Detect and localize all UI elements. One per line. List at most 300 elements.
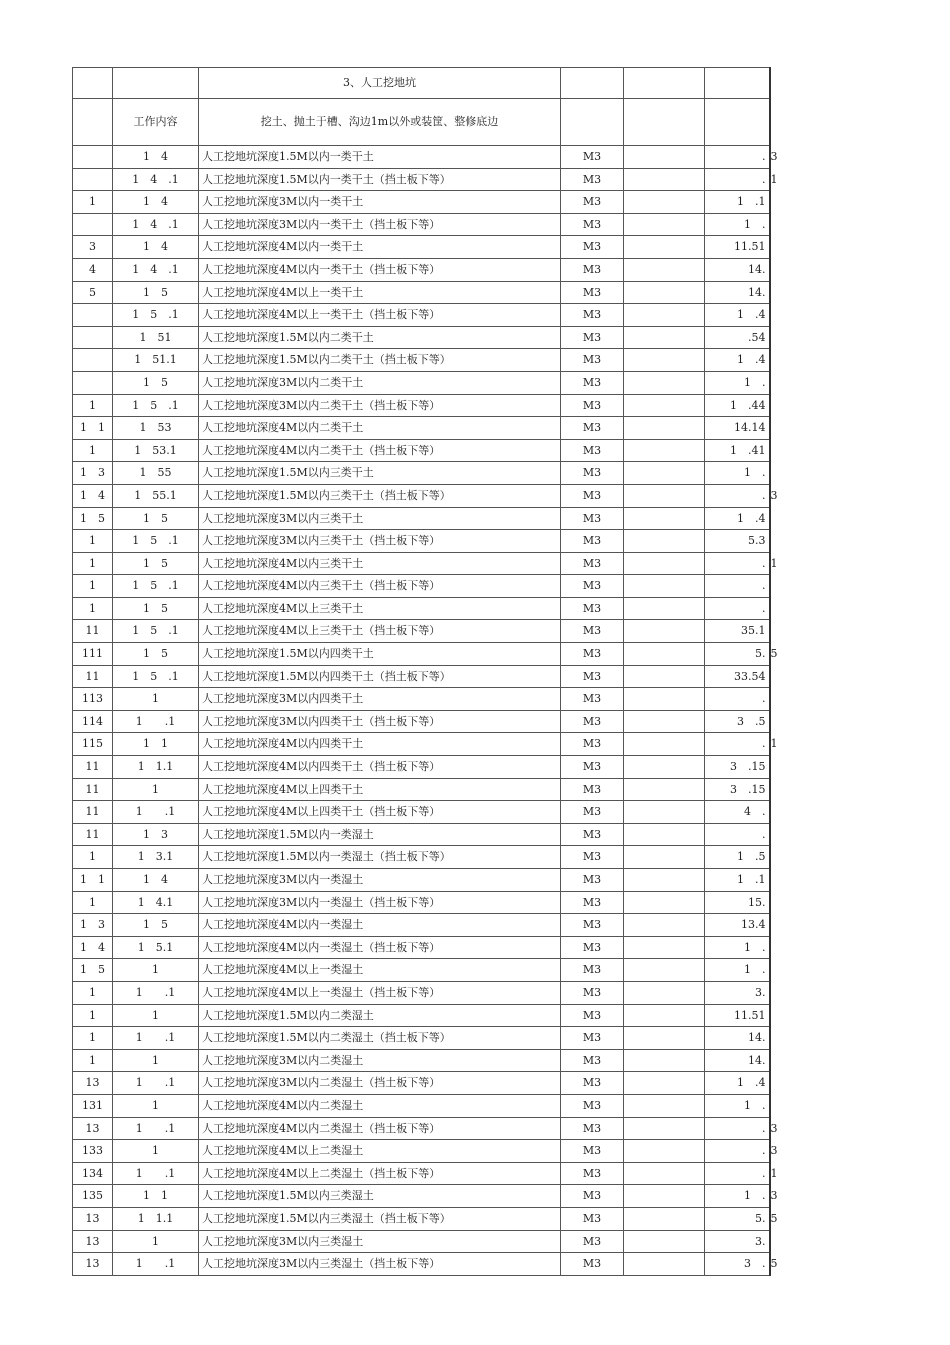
- unit-cell: M3: [561, 1072, 624, 1095]
- code-cell: 1 5 .1: [113, 394, 199, 417]
- row-index-cell: [73, 349, 113, 372]
- row-index-cell: [73, 168, 113, 191]
- table-row: [73, 710, 770, 733]
- quantity-value: .: [762, 1144, 766, 1158]
- row-index-cell: 1: [73, 846, 113, 869]
- description-cell: 人工挖地坑深度3M以内二类干土（挡土板下等）: [199, 394, 561, 417]
- unit-cell: M3: [561, 869, 624, 892]
- quantity-value: 1 .: [744, 940, 766, 954]
- quantity-value: 11.51: [734, 240, 766, 254]
- description-cell: 人工挖地坑深度4M以内四类干土（挡土板下等）: [199, 756, 561, 779]
- quantity-cell: [705, 1140, 778, 1163]
- header-blank: [113, 68, 199, 99]
- unit-cell: M3: [561, 1049, 624, 1072]
- code-cell: 1 4: [113, 869, 199, 892]
- table-row: [73, 914, 770, 937]
- row-index-cell: 1: [73, 552, 113, 575]
- blank-cell: [624, 914, 705, 937]
- quantity-cell: [705, 710, 770, 733]
- table-row: [73, 778, 770, 801]
- quantity-cell: [705, 1230, 770, 1253]
- quantity-cell: [705, 1207, 778, 1230]
- quantity-cell: [705, 1027, 770, 1050]
- header-blank: [561, 68, 624, 99]
- quantity-value: .: [762, 1121, 766, 1135]
- description-cell: 人工挖地坑深度1.5M以内三类湿土（挡土板下等）: [199, 1207, 561, 1230]
- quantity-cell: [705, 756, 770, 779]
- code-cell: 1 55: [113, 462, 199, 485]
- description-cell: 人工挖地坑深度4M以上二类湿土（挡土板下等）: [199, 1162, 561, 1185]
- code-cell: 1: [113, 1140, 199, 1163]
- quantity-value: 14.: [748, 1031, 766, 1045]
- code-cell: 1: [113, 1004, 199, 1027]
- quota-table: [72, 67, 778, 1276]
- description-cell: 人工挖地坑深度4M以上四类干土: [199, 778, 561, 801]
- quantity-cell: [705, 801, 770, 824]
- description-cell: 人工挖地坑深度1.5M以内二类湿土: [199, 1004, 561, 1027]
- description-cell: 人工挖地坑深度3M以内一类湿土: [199, 869, 561, 892]
- description-cell: 人工挖地坑深度4M以内二类湿土: [199, 1094, 561, 1117]
- unit-cell: M3: [561, 643, 624, 666]
- blank-cell: [624, 1140, 705, 1163]
- quantity-overflow: 1: [770, 172, 778, 186]
- quantity-overflow: 5: [770, 647, 778, 661]
- code-cell: 1 4: [113, 236, 199, 259]
- quantity-cell: [705, 891, 770, 914]
- row-index-cell: 1 5: [73, 507, 113, 530]
- table-row: [73, 530, 770, 553]
- quantity-value: 1 .1: [737, 195, 766, 209]
- blank-cell: [624, 1253, 705, 1276]
- code-cell: 1: [113, 959, 199, 982]
- code-cell: 1 1: [113, 733, 199, 756]
- code-cell: 1 4.1: [113, 891, 199, 914]
- code-cell: 1 53: [113, 417, 199, 440]
- unit-cell: M3: [561, 326, 624, 349]
- description-cell: 人工挖地坑深度4M以上二类湿土: [199, 1140, 561, 1163]
- row-index-cell: 11: [73, 620, 113, 643]
- description-cell: 人工挖地坑深度3M以内二类湿土: [199, 1049, 561, 1072]
- row-index-cell: 1: [73, 891, 113, 914]
- blank-cell: [624, 484, 705, 507]
- quantity-value: .: [762, 601, 766, 615]
- table-row: [73, 665, 770, 688]
- quantity-value: 1 .41: [730, 443, 766, 457]
- description-cell: 人工挖地坑深度3M以内三类干土（挡土板下等）: [199, 530, 561, 553]
- unit-cell: M3: [561, 258, 624, 281]
- code-cell: 1 51: [113, 326, 199, 349]
- quantity-value: .: [762, 692, 766, 706]
- quantity-cell: [705, 304, 770, 327]
- quantity-cell: [705, 349, 770, 372]
- row-index-cell: 1 1: [73, 869, 113, 892]
- description-cell: 人工挖地坑深度4M以内一类湿土（挡土板下等）: [199, 936, 561, 959]
- quantity-cell: [705, 1004, 770, 1027]
- quantity-cell: [705, 258, 770, 281]
- section-title: 3、人工挖地坑: [199, 68, 561, 99]
- unit-cell: M3: [561, 462, 624, 485]
- description-cell: 人工挖地坑深度4M以内二类干土: [199, 417, 561, 440]
- code-cell: 1 4: [113, 146, 199, 169]
- unit-cell: M3: [561, 801, 624, 824]
- code-cell: 1: [113, 1094, 199, 1117]
- row-index-cell: 1: [73, 1027, 113, 1050]
- quantity-overflow: 5: [770, 1257, 778, 1271]
- code-cell: 1 5 .1: [113, 304, 199, 327]
- quantity-value: 1 .: [744, 1189, 766, 1203]
- header-blank: [624, 99, 705, 146]
- unit-cell: M3: [561, 1094, 624, 1117]
- quantity-cell: [705, 1253, 778, 1276]
- unit-cell: M3: [561, 1162, 624, 1185]
- quantity-value: 5.: [755, 1211, 766, 1225]
- code-cell: 1 5: [113, 597, 199, 620]
- blank-cell: [624, 146, 705, 169]
- blank-cell: [624, 665, 705, 688]
- description-cell: 人工挖地坑深度3M以内四类干土（挡土板下等）: [199, 710, 561, 733]
- blank-cell: [624, 959, 705, 982]
- unit-cell: M3: [561, 484, 624, 507]
- description-cell: 人工挖地坑深度1.5M以内四类干土（挡土板下等）: [199, 665, 561, 688]
- quantity-value: 1 .5: [737, 850, 766, 864]
- description-cell: 人工挖地坑深度1.5M以内一类干土: [199, 146, 561, 169]
- description-cell: 人工挖地坑深度4M以内二类干土（挡土板下等）: [199, 439, 561, 462]
- table-row: [73, 191, 770, 214]
- quantity-cell: [705, 326, 770, 349]
- blank-cell: [624, 530, 705, 553]
- row-index-cell: 1: [73, 575, 113, 598]
- blank-cell: [624, 1027, 705, 1050]
- quantity-value: 4 .: [744, 805, 766, 819]
- code-cell: 1 .1: [113, 1027, 199, 1050]
- row-index-cell: 114: [73, 710, 113, 733]
- quantity-cell: [705, 981, 770, 1004]
- quantity-value: 1 .: [744, 466, 766, 480]
- quantity-cell: [705, 620, 770, 643]
- quantity-value: 1 .4: [737, 1076, 766, 1090]
- code-cell: 1 .1: [113, 801, 199, 824]
- row-index-cell: 3: [73, 236, 113, 259]
- quantity-value: 14.14: [734, 421, 766, 435]
- quantity-value: 15.: [748, 895, 766, 909]
- blank-cell: [624, 801, 705, 824]
- header-blank: [73, 99, 113, 146]
- description-cell: 人工挖地坑深度4M以内一类干土（挡土板下等）: [199, 258, 561, 281]
- description-cell: 人工挖地坑深度3M以内三类湿土: [199, 1230, 561, 1253]
- quantity-value: .: [762, 737, 766, 751]
- code-cell: 1 5: [113, 643, 199, 666]
- quantity-overflow: 3: [770, 1121, 778, 1135]
- table-row: [73, 552, 770, 575]
- blank-cell: [624, 1117, 705, 1140]
- row-index-cell: 133: [73, 1140, 113, 1163]
- row-index-cell: 13: [73, 1230, 113, 1253]
- table-row: [73, 1207, 770, 1230]
- description-cell: 人工挖地坑深度3M以内四类干土: [199, 688, 561, 711]
- code-cell: 1 1.1: [113, 1207, 199, 1230]
- table-row: [73, 688, 770, 711]
- code-cell: 1 4: [113, 191, 199, 214]
- code-cell: 1 55.1: [113, 484, 199, 507]
- unit-cell: M3: [561, 733, 624, 756]
- quantity-cell: [705, 462, 770, 485]
- table-row: [73, 1117, 770, 1140]
- unit-cell: M3: [561, 846, 624, 869]
- quantity-value: 1 .1: [737, 873, 766, 886]
- code-cell: 1 3: [113, 823, 199, 846]
- table-row: [73, 620, 770, 643]
- unit-cell: M3: [561, 1140, 624, 1163]
- row-index-cell: 11: [73, 823, 113, 846]
- blank-cell: [624, 620, 705, 643]
- table-row: [73, 281, 770, 304]
- quantity-value: .: [762, 1166, 766, 1180]
- unit-cell: M3: [561, 981, 624, 1004]
- work-content-row: [73, 99, 770, 146]
- quantity-value: 13.4: [741, 918, 766, 932]
- row-index-cell: 11: [73, 665, 113, 688]
- unit-cell: M3: [561, 688, 624, 711]
- quantity-cell: [705, 394, 770, 417]
- description-cell: 人工挖地坑深度4M以上三类干土: [199, 597, 561, 620]
- quantity-value: .: [762, 488, 766, 502]
- quantity-cell: [705, 823, 770, 846]
- table-row: [73, 1162, 770, 1185]
- table-row: [73, 462, 770, 485]
- table-row: [73, 1072, 770, 1095]
- code-cell: 1: [113, 688, 199, 711]
- quantity-overflow: 1: [770, 737, 778, 751]
- blank-cell: [624, 417, 705, 440]
- quantity-value: 3.: [755, 1234, 766, 1248]
- unit-cell: M3: [561, 1004, 624, 1027]
- code-cell: 1 5 .1: [113, 530, 199, 553]
- unit-cell: M3: [561, 552, 624, 575]
- row-index-cell: 13: [73, 1072, 113, 1095]
- blank-cell: [624, 462, 705, 485]
- row-index-cell: 5: [73, 281, 113, 304]
- table-row: [73, 258, 770, 281]
- row-index-cell: [73, 304, 113, 327]
- blank-cell: [624, 394, 705, 417]
- table-row: [73, 1230, 770, 1253]
- description-cell: 人工挖地坑深度1.5M以内二类干土（挡土板下等）: [199, 349, 561, 372]
- row-index-cell: [73, 371, 113, 394]
- quantity-cell: [705, 507, 770, 530]
- table-row: [73, 439, 770, 462]
- blank-cell: [624, 1072, 705, 1095]
- description-cell: 人工挖地坑深度3M以内二类干土: [199, 371, 561, 394]
- blank-cell: [624, 936, 705, 959]
- header-blank: [705, 68, 770, 99]
- quantity-cell: [705, 484, 778, 507]
- row-index-cell: 1 3: [73, 914, 113, 937]
- unit-cell: M3: [561, 959, 624, 982]
- blank-cell: [624, 710, 705, 733]
- row-index-cell: 13: [73, 1253, 113, 1276]
- quantity-cell: [705, 733, 778, 756]
- quantity-cell: [705, 417, 770, 440]
- quantity-value: 35.1: [741, 624, 766, 638]
- table-row: [73, 1004, 770, 1027]
- unit-cell: M3: [561, 1207, 624, 1230]
- unit-cell: M3: [561, 597, 624, 620]
- quantity-value: .: [762, 579, 766, 593]
- code-cell: 1 53.1: [113, 439, 199, 462]
- quantity-cell: [705, 778, 770, 801]
- quantity-value: 1 .4: [737, 511, 766, 525]
- row-index-cell: 1 1: [73, 417, 113, 440]
- description-cell: 人工挖地坑深度4M以内二类湿土（挡土板下等）: [199, 1117, 561, 1140]
- blank-cell: [624, 756, 705, 779]
- quantity-value: 1 .: [744, 217, 766, 231]
- description-cell: 人工挖地坑深度4M以上一类干土: [199, 281, 561, 304]
- unit-cell: M3: [561, 710, 624, 733]
- table-row: [73, 394, 770, 417]
- table-row: [73, 236, 770, 259]
- table-row: [73, 507, 770, 530]
- blank-cell: [624, 1207, 705, 1230]
- unit-cell: M3: [561, 665, 624, 688]
- table-row: [73, 981, 770, 1004]
- quantity-value: .: [762, 172, 766, 186]
- unit-cell: M3: [561, 823, 624, 846]
- table-row: [73, 304, 770, 327]
- description-cell: 人工挖地坑深度1.5M以内三类干土: [199, 462, 561, 485]
- work-content-label: 工作内容: [113, 99, 199, 146]
- table-row: [73, 168, 770, 191]
- row-index-cell: 1: [73, 1049, 113, 1072]
- row-index-cell: [73, 146, 113, 169]
- quantity-value: 14.: [748, 262, 766, 276]
- table-row: [73, 1140, 770, 1163]
- quantity-overflow: 3: [770, 488, 778, 502]
- row-index-cell: 115: [73, 733, 113, 756]
- quantity-overflow: 1: [770, 1166, 778, 1180]
- description-cell: 人工挖地坑深度4M以内一类湿土: [199, 914, 561, 937]
- row-index-cell: [73, 326, 113, 349]
- quantity-cell: [705, 1117, 778, 1140]
- quantity-cell: [705, 869, 770, 892]
- unit-cell: M3: [561, 530, 624, 553]
- description-cell: 人工挖地坑深度4M以内四类干土: [199, 733, 561, 756]
- blank-cell: [624, 823, 705, 846]
- table-row: [73, 417, 770, 440]
- table-row: [73, 1049, 770, 1072]
- unit-cell: M3: [561, 1253, 624, 1276]
- quantity-overflow: 3: [770, 1189, 778, 1203]
- description-cell: 人工挖地坑深度3M以内三类湿土（挡土板下等）: [199, 1253, 561, 1276]
- quantity-cell: [705, 959, 770, 982]
- table-row: [73, 1027, 770, 1050]
- table-row: [73, 733, 770, 756]
- unit-cell: M3: [561, 756, 624, 779]
- code-cell: 1: [113, 778, 199, 801]
- quantity-cell: [705, 191, 770, 214]
- code-cell: 1 4 .1: [113, 213, 199, 236]
- code-cell: 1 51.1: [113, 349, 199, 372]
- row-index-cell: 1 4: [73, 484, 113, 507]
- quantity-value: 11.51: [734, 1008, 766, 1022]
- quantity-cell: [705, 371, 770, 394]
- unit-cell: M3: [561, 439, 624, 462]
- quantity-cell: [705, 281, 770, 304]
- description-cell: 人工挖地坑深度1.5M以内一类干土（挡土板下等）: [199, 168, 561, 191]
- row-index-cell: 1: [73, 530, 113, 553]
- table-row: [73, 371, 770, 394]
- blank-cell: [624, 1185, 705, 1208]
- quantity-overflow: 5: [770, 1211, 778, 1225]
- blank-cell: [624, 236, 705, 259]
- description-cell: 人工挖地坑深度1.5M以内四类干土: [199, 643, 561, 666]
- row-index-cell: 131: [73, 1094, 113, 1117]
- description-cell: 人工挖地坑深度1.5M以内三类干土（挡土板下等）: [199, 484, 561, 507]
- quantity-value: .: [762, 150, 766, 163]
- unit-cell: M3: [561, 575, 624, 598]
- code-cell: 1 5 .1: [113, 575, 199, 598]
- blank-cell: [624, 1162, 705, 1185]
- blank-cell: [624, 326, 705, 349]
- blank-cell: [624, 688, 705, 711]
- row-index-cell: 1 3: [73, 462, 113, 485]
- code-cell: 1 .1: [113, 1162, 199, 1185]
- quantity-value: .54: [748, 330, 766, 344]
- blank-cell: [624, 778, 705, 801]
- quantity-cell: [705, 1094, 770, 1117]
- row-index-cell: 1 5: [73, 959, 113, 982]
- row-index-cell: 13: [73, 1207, 113, 1230]
- table-row: [73, 936, 770, 959]
- unit-cell: M3: [561, 281, 624, 304]
- table-row: [73, 213, 770, 236]
- quantity-cell: [705, 846, 770, 869]
- blank-cell: [624, 1004, 705, 1027]
- unit-cell: M3: [561, 1185, 624, 1208]
- blank-cell: [624, 643, 705, 666]
- table-row: [73, 891, 770, 914]
- unit-cell: M3: [561, 778, 624, 801]
- quantity-value: 1 .4: [737, 353, 766, 367]
- blank-cell: [624, 507, 705, 530]
- unit-cell: M3: [561, 1027, 624, 1050]
- quantity-cell: [705, 213, 770, 236]
- quantity-value: 3 .: [744, 1257, 766, 1271]
- unit-cell: M3: [561, 417, 624, 440]
- row-index-cell: [73, 213, 113, 236]
- row-index-cell: 134: [73, 1162, 113, 1185]
- table-row: [73, 643, 770, 666]
- description-cell: 人工挖地坑深度3M以内二类湿土（挡土板下等）: [199, 1072, 561, 1095]
- table-row: [73, 597, 770, 620]
- code-cell: 1 5: [113, 552, 199, 575]
- row-index-cell: 1: [73, 981, 113, 1004]
- unit-cell: M3: [561, 371, 624, 394]
- title-row: [73, 68, 770, 99]
- blank-cell: [624, 281, 705, 304]
- table-row: [73, 756, 770, 779]
- quantity-cell: [705, 665, 770, 688]
- blank-cell: [624, 869, 705, 892]
- unit-cell: M3: [561, 213, 624, 236]
- code-cell: 1 5 .1: [113, 665, 199, 688]
- quantity-value: 1 .: [744, 1098, 766, 1112]
- description-cell: 人工挖地坑深度4M以上三类干土（挡土板下等）: [199, 620, 561, 643]
- row-index-cell: 1 4: [73, 936, 113, 959]
- blank-cell: [624, 371, 705, 394]
- code-cell: 1 3.1: [113, 846, 199, 869]
- table-row: [73, 349, 770, 372]
- table-row: [73, 1253, 770, 1276]
